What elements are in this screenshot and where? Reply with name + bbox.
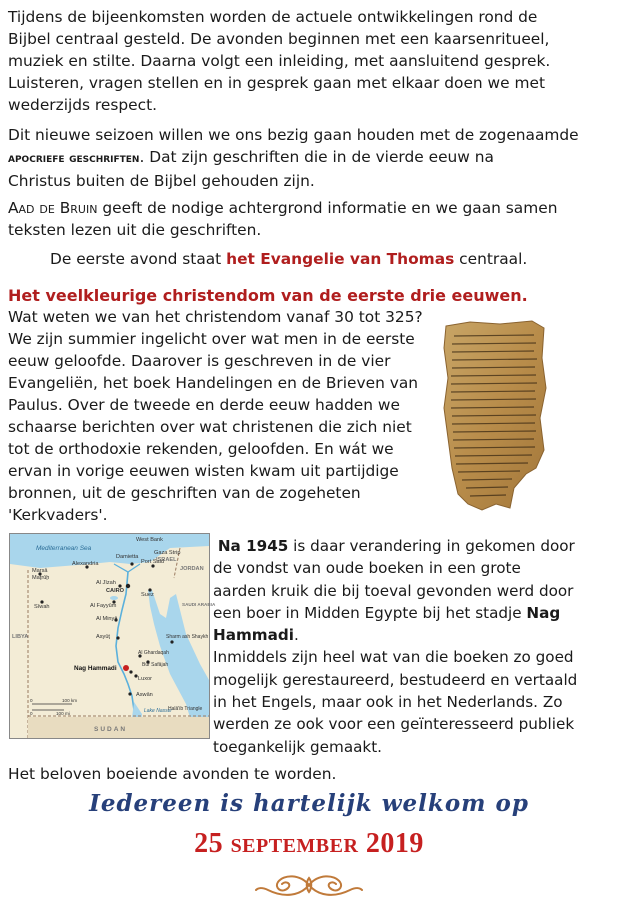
map-label: West Bank: [136, 537, 163, 543]
place-highlight-nag: Nag: [526, 603, 561, 622]
section-line: Wat weten we van het christendom vanaf 30 tot 325?: [8, 308, 423, 326]
map-label: Lake Nasser: [144, 708, 173, 714]
event-date-text: 25 september 2019: [194, 828, 424, 859]
season-line: Dit nieuwe seizoen willen we ons bezig gaan houden met de zogenaamde: [8, 126, 579, 144]
map-label: ISRAEL: [156, 557, 177, 563]
section-line: eeuw geloofde. Daarover is geschreven in de vier: [8, 352, 391, 370]
map-label: Al Fayyūm: [90, 603, 117, 609]
section-heading: Het veelkleurige christendom van de eerste drie eeuwen.: [8, 286, 528, 305]
section-line: Evangeliën, het boek Handelingen en de Brieven van: [8, 374, 419, 392]
season-line-rest: . Dat zijn geschriften die in de vierde eeuw na: [139, 148, 494, 166]
discovery-line: [213, 624, 577, 646]
discovery-line: mogelijk gerestaureerd, bestudeerd en vertaald: [213, 670, 578, 689]
intro-line: Luisteren, vragen stellen en in gesprek gaan met elkaar doen we met: [8, 74, 546, 92]
discovery-line: toegankelijk gemaakt.: [213, 737, 383, 756]
intro-line: wederzijds respect.: [8, 96, 158, 114]
discovery-line-prefix: een boer in Midden Egypte bij het stadje: [213, 603, 527, 622]
event-date: [0, 828, 618, 860]
map-label: Luxor: [138, 676, 152, 682]
map-label: Asyūţ: [96, 634, 110, 640]
map-label: Aswān: [136, 692, 153, 698]
discovery-line: Inmiddels zijn heel wat van die boeken zo goed: [213, 648, 574, 667]
section-line: ervan in vorige eeuwen wisten kwam uit partijdige: [8, 462, 399, 480]
speaker-paragraph: [8, 197, 557, 241]
map-label: Marsā: [32, 568, 48, 574]
gospel-thomas-highlight: het Evangelie van Thomas: [226, 250, 455, 268]
map-label: Alexandria: [72, 561, 99, 567]
speaker-line: [8, 197, 557, 219]
first-evening-line: [50, 248, 527, 270]
intro-line: Tijdens de bijeenkomsten worden de actuele ontwikkelingen rond de: [8, 8, 538, 26]
section-line: tot de orthodoxie rekenden, geloofden. En wát we: [8, 440, 394, 458]
map-label: Port Said: [141, 559, 165, 565]
papyrus-fragment-image: [440, 318, 552, 514]
apocrypha-term: apocriefe geschriften: [8, 151, 140, 166]
discovery-line: [213, 602, 577, 624]
section-line: bronnen, uit de geschriften van de zogeheten: [8, 484, 361, 502]
year-highlight: Na 1945: [217, 537, 289, 555]
map-label: SUDAN: [94, 726, 128, 733]
discovery-line: in het Engels, maar ook in het Nederlands. Zo: [213, 693, 563, 712]
map-label: Būr Safājah: [142, 662, 169, 668]
first-evening-prefix: De eerste avond staat: [50, 250, 227, 268]
map-label: Mediterranean Sea: [36, 545, 92, 552]
map-label: Nag Hammadi: [74, 665, 117, 672]
map-label: SAUDI ARABIA: [182, 602, 216, 607]
map-scale-label: 0: [30, 711, 33, 716]
map-scale-label: 100 mi: [56, 711, 70, 716]
speaker-line: teksten lezen uit die geschriften.: [8, 221, 262, 239]
map-label: Al Jīzah: [96, 580, 116, 586]
season-line: Christus buiten de Bijbel gehouden zijn.: [8, 172, 315, 190]
discovery-line: [213, 535, 577, 557]
discovery-line: aarden kruik die bij toeval gevonden werd door: [213, 581, 574, 600]
speaker-name: Aad de Bruin: [8, 199, 98, 217]
section-body: [8, 306, 423, 526]
section-line: schaarse berichten over wat christenen die zich niet: [8, 418, 412, 436]
section-line: We zijn summier ingelicht over wat men in de eerste: [8, 330, 415, 348]
map-scale-label: 100 km: [62, 698, 78, 703]
map-label: Gaza Strip: [154, 550, 181, 556]
discovery-line: werden ze ook voor een geïnteresseerd publiek: [213, 715, 575, 734]
intro-paragraph: [8, 6, 550, 116]
map-label: Sharm ash Shaykh: [166, 634, 209, 640]
welcome-text: Iedereen is hartelijk welkom op: [89, 790, 529, 817]
season-line: [8, 146, 579, 170]
map-label: JORDAN: [180, 566, 204, 572]
first-evening-suffix: centraal.: [454, 250, 528, 268]
discovery-line-rest: .: [293, 626, 299, 645]
map-scale-label: 0: [30, 698, 33, 703]
map-label: Suez: [141, 592, 154, 598]
discovery-line: de vondst van oude boeken in een grote: [213, 559, 521, 578]
intro-line: Bijbel centraal gesteld. De avonden beginnen met een kaarsenritueel,: [8, 30, 550, 48]
map-label: Halā'ib Triangle: [168, 706, 203, 712]
map-label: CAIRO: [106, 588, 125, 594]
section-line: Paulus. Over de tweede en derde eeuw hadden we: [8, 396, 400, 414]
egypt-map-image: [9, 533, 216, 739]
discovery-line-rest: is daar verandering in gekomen door: [288, 537, 575, 555]
flourish-ornament-icon: [254, 868, 364, 902]
place-highlight-hammadi: Hammadi: [213, 626, 294, 645]
map-label: Maţrūḩ: [32, 575, 50, 581]
map-label: Al Minyā: [96, 616, 118, 622]
season-paragraph: [8, 124, 579, 192]
intro-line: muziek en stilte. Daarna volgt een inleiding, met aansluitend gesprek.: [8, 52, 551, 70]
map-label: Al Ghardaqah: [138, 650, 169, 656]
map-label: LIBYA: [12, 634, 29, 640]
section-line: 'Kerkvaders'.: [8, 506, 108, 524]
map-label: Damietta: [116, 554, 139, 560]
discovery-paragraph: [213, 535, 577, 758]
speaker-line-rest: geeft de nodige achtergrond informatie en we gaan samen: [97, 199, 558, 217]
map-label: Sīwah: [34, 604, 50, 610]
closing-line: Het beloven boeiende avonden te worden.: [8, 765, 337, 783]
